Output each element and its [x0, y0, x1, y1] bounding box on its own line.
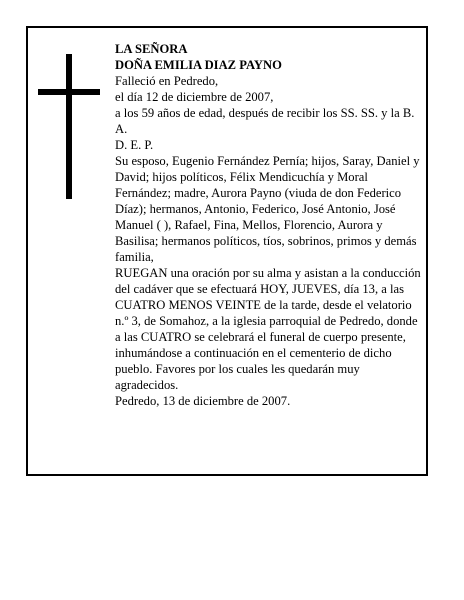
- cross-horizontal-bar: [38, 89, 100, 95]
- death-date: el día 12 de diciembre de 2007,: [115, 90, 274, 104]
- death-place: Falleció en Pedredo,: [115, 74, 219, 88]
- age-sacraments: a los 59 años de edad, después de recibir los SS. SS. y la B. A.: [115, 106, 415, 136]
- cross-vertical-bar: [66, 54, 72, 199]
- funeral-request: RUEGAN una oración por su alma y asistan a la conducción del cadáver que se efectuará HOY, JUEVES, día 13, a las CUATRO MENOS VEINTE de la tarde, desde el velatorio n.º 3, de Somahoz, a la iglesia parroquial de Pedredo, donde a las CUATRO se celebrará el funeral de cuerpo presente, inhumándose a continuación en el cementerio de dicho pueblo. Favores por los cuales les quedarán muy agradecidos.: [115, 266, 421, 392]
- rip: D. E. P.: [115, 138, 154, 152]
- notice-place-date: Pedredo, 13 de diciembre de 2007.: [115, 394, 291, 408]
- family-list: Su esposo, Eugenio Fernández Pernía; hijos, Saray, Daniel y David; hijos políticos, Félix Mendicuchía y Moral Fernández; madre, Aurora Payno (viuda de don Federico Díaz); hermanos, Antonio, Federico, José Antonio, José Manuel ( ), Rafael, Fina, Mellos, Florencio, Aurora y Basilisa; hermanos políticos, tíos, sobrinos, primos y demás familia,: [115, 154, 420, 264]
- obituary-text: [115, 41, 421, 409]
- obituary-notice: [26, 26, 428, 476]
- deceased-title: LA SEÑORA: [115, 42, 188, 56]
- cross-icon: [38, 54, 100, 199]
- deceased-name: DOÑA EMILIA DIAZ PAYNO: [115, 58, 282, 72]
